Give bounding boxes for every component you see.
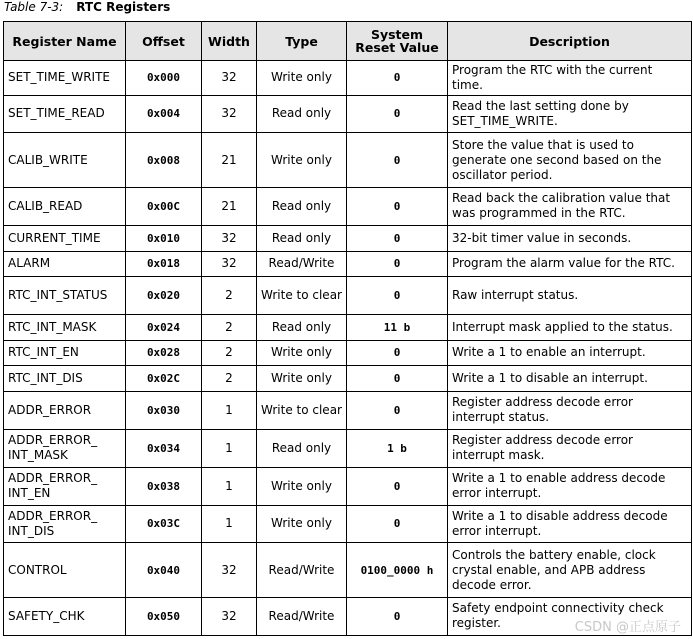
- type-cell: Write only: [257, 366, 347, 392]
- register-name-cell: CALIB_READ: [4, 188, 126, 226]
- reset-value-cell: 0: [347, 225, 448, 251]
- header-type: Type: [257, 22, 347, 61]
- reset-value-cell: 0: [347, 133, 448, 188]
- offset-cell: 0x03C: [126, 505, 202, 543]
- description-cell: Controls the battery enable, clock crystal enable, and APB address decode error.: [448, 543, 692, 598]
- width-cell: 2: [202, 366, 257, 392]
- reset-value-cell: 0: [347, 391, 448, 429]
- reset-value-cell: 0: [347, 251, 448, 277]
- width-cell: 32: [202, 95, 257, 133]
- description-cell: Store the value that is used to generate one second based on the oscillator period.: [448, 133, 692, 188]
- type-cell: Write to clear: [257, 277, 347, 315]
- type-cell: Read only: [257, 225, 347, 251]
- width-cell: 1: [202, 467, 257, 505]
- reset-value-cell: 0: [347, 188, 448, 226]
- description-cell: Safety endpoint connectivity check register.: [448, 597, 692, 635]
- type-cell: Write only: [257, 505, 347, 543]
- header-reset-value: System Reset Value: [347, 22, 448, 61]
- header-offset: Offset: [126, 22, 202, 61]
- type-cell: Read only: [257, 95, 347, 133]
- offset-cell: 0x028: [126, 340, 202, 366]
- table-row: [4, 340, 692, 366]
- register-name-cell: SAFETY_CHK: [4, 597, 126, 635]
- offset-cell: 0x02C: [126, 366, 202, 392]
- table-row: [4, 391, 692, 429]
- register-name-cell: ADDR_ERROR_ INT_EN: [4, 467, 126, 505]
- reset-value-cell: 0: [347, 61, 448, 96]
- table-row: [4, 95, 692, 133]
- table-title: RTC Registers: [76, 0, 171, 14]
- header-width: Width: [202, 22, 257, 61]
- width-cell: 32: [202, 251, 257, 277]
- register-name-cell: RTC_INT_STATUS: [4, 277, 126, 315]
- type-cell: Read only: [257, 315, 347, 341]
- reset-value-cell: 0: [347, 505, 448, 543]
- type-cell: Write to clear: [257, 391, 347, 429]
- description-cell: Read the last setting done by SET_TIME_WRITE.: [448, 95, 692, 133]
- table-row: [4, 543, 692, 598]
- width-cell: 21: [202, 133, 257, 188]
- width-cell: 32: [202, 543, 257, 598]
- table-row: [4, 505, 692, 543]
- description-cell: 32-bit timer value in seconds.: [448, 225, 692, 251]
- offset-cell: 0x004: [126, 95, 202, 133]
- table-row: [4, 467, 692, 505]
- type-cell: Read only: [257, 429, 347, 467]
- header-description: Description: [448, 22, 692, 61]
- reset-value-cell: 0: [347, 277, 448, 315]
- offset-cell: 0x034: [126, 429, 202, 467]
- register-name-cell: ALARM: [4, 251, 126, 277]
- description-cell: Raw interrupt status.: [448, 277, 692, 315]
- reset-value-cell: 0: [347, 340, 448, 366]
- table-row: [4, 251, 692, 277]
- width-cell: 32: [202, 61, 257, 96]
- offset-cell: 0x050: [126, 597, 202, 635]
- width-cell: 2: [202, 277, 257, 315]
- type-cell: Write only: [257, 467, 347, 505]
- description-cell: Write a 1 to disable address decode error interrupt.: [448, 505, 692, 543]
- table-row: [4, 61, 692, 96]
- offset-cell: 0x018: [126, 251, 202, 277]
- offset-cell: 0x020: [126, 277, 202, 315]
- width-cell: 1: [202, 429, 257, 467]
- register-name-cell: ADDR_ERROR: [4, 391, 126, 429]
- description-cell: Register address decode error interrupt status.: [448, 391, 692, 429]
- description-cell: Write a 1 to disable an interrupt.: [448, 366, 692, 392]
- register-name-cell: SET_TIME_READ: [4, 95, 126, 133]
- width-cell: 2: [202, 340, 257, 366]
- type-cell: Read/Write: [257, 251, 347, 277]
- reset-value-cell: 0: [347, 467, 448, 505]
- register-name-cell: ADDR_ERROR_ INT_MASK: [4, 429, 126, 467]
- table-row: [4, 188, 692, 226]
- offset-cell: 0x010: [126, 225, 202, 251]
- type-cell: Read/Write: [257, 597, 347, 635]
- table-row: [4, 429, 692, 467]
- register-name-cell: RTC_INT_DIS: [4, 366, 126, 392]
- register-name-cell: CALIB_WRITE: [4, 133, 126, 188]
- width-cell: 32: [202, 597, 257, 635]
- register-name-cell: SET_TIME_WRITE: [4, 61, 126, 96]
- type-cell: Write only: [257, 133, 347, 188]
- width-cell: 21: [202, 188, 257, 226]
- description-cell: Program the alarm value for the RTC.: [448, 251, 692, 277]
- offset-cell: 0x000: [126, 61, 202, 96]
- table-row: [4, 277, 692, 315]
- reset-value-cell: 0: [347, 597, 448, 635]
- type-cell: Write only: [257, 340, 347, 366]
- table-row: [4, 315, 692, 341]
- table-row: [4, 366, 692, 392]
- offset-cell: 0x00C: [126, 188, 202, 226]
- reset-value-cell: 11 b: [347, 315, 448, 341]
- reset-value-cell: 0: [347, 366, 448, 392]
- register-name-cell: RTC_INT_MASK: [4, 315, 126, 341]
- reset-value-cell: 0100_0000 h: [347, 543, 448, 598]
- rtc-registers-table: [3, 21, 692, 636]
- header-row: [4, 22, 692, 61]
- width-cell: 1: [202, 391, 257, 429]
- reset-value-cell: 1 b: [347, 429, 448, 467]
- reset-value-cell: 0: [347, 95, 448, 133]
- register-name-cell: RTC_INT_EN: [4, 340, 126, 366]
- offset-cell: 0x040: [126, 543, 202, 598]
- description-cell: Register address decode error interrupt mask.: [448, 429, 692, 467]
- table-row: [4, 133, 692, 188]
- description-cell: Write a 1 to enable an interrupt.: [448, 340, 692, 366]
- offset-cell: 0x024: [126, 315, 202, 341]
- register-name-cell: CURRENT_TIME: [4, 225, 126, 251]
- type-cell: Write only: [257, 61, 347, 96]
- table-row: [4, 225, 692, 251]
- offset-cell: 0x038: [126, 467, 202, 505]
- width-cell: 1: [202, 505, 257, 543]
- register-name-cell: ADDR_ERROR_ INT_DIS: [4, 505, 126, 543]
- description-cell: Write a 1 to enable address decode error interrupt.: [448, 467, 692, 505]
- offset-cell: 0x030: [126, 391, 202, 429]
- description-cell: Interrupt mask applied to the status.: [448, 315, 692, 341]
- table-caption: [4, 0, 170, 16]
- header-register-name: Register Name: [4, 22, 126, 61]
- watermark: CSDN @正点原子: [574, 620, 681, 635]
- type-cell: Read/Write: [257, 543, 347, 598]
- register-name-cell: CONTROL: [4, 543, 126, 598]
- description-cell: Read back the calibration value that was programmed in the RTC.: [448, 188, 692, 226]
- table-number: Table 7-3:: [4, 0, 64, 14]
- offset-cell: 0x008: [126, 133, 202, 188]
- type-cell: Read only: [257, 188, 347, 226]
- width-cell: 32: [202, 225, 257, 251]
- width-cell: 2: [202, 315, 257, 341]
- description-cell: Program the RTC with the current time.: [448, 61, 692, 96]
